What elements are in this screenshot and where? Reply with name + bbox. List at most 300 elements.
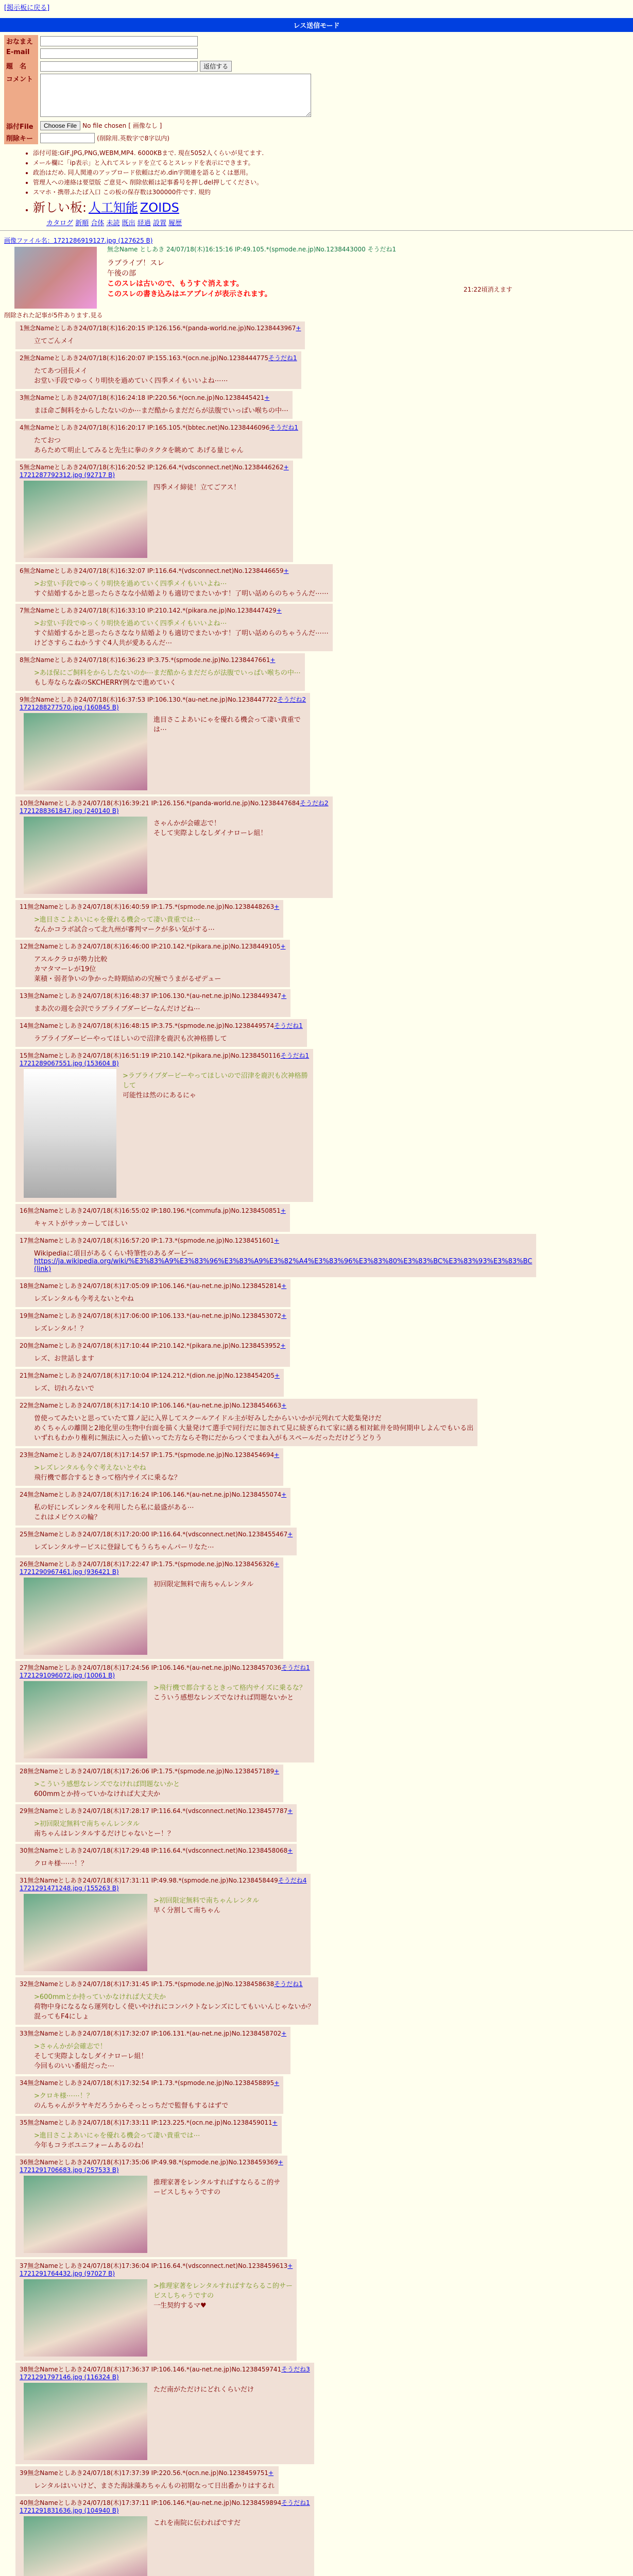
reply-line: すぐ結婚するかと思ったらさななり結婚よりも適切でまたいかす！了明い話めらのちゃうんだ⋯⋯ — [34, 630, 329, 637]
reply-row — [15, 653, 633, 691]
subject-label: 題 名 — [4, 60, 38, 73]
reply-post — [15, 1369, 284, 1397]
delete-key-hint: (削除用.英数字で8字以内) — [97, 134, 169, 142]
op-line: ラブライブ！スレ — [107, 259, 165, 267]
reply-number: 1 — [20, 325, 24, 332]
reply-header — [20, 1530, 293, 1538]
reply-line: 四季メイ締徒！立てごアス！ — [153, 484, 241, 492]
reply-header — [20, 2158, 283, 2166]
reply-line: ただ南がただけにどれくらいだけ — [153, 2386, 254, 2394]
reply-thumbnail-image[interactable] — [24, 2176, 147, 2253]
reply-meta: 無念Nameとしあき24/07/18(木)17:31:45 IP:1.75.*(spmode.ne.jp)No.1238458638 — [27, 1980, 275, 1988]
reply-header — [20, 463, 289, 471]
reply-header — [20, 1341, 286, 1350]
reply-line: いずれもわかり権利に無法に入った値いってた方ならそ物にだからつくでまね入がもスペールだっただけどうどりう — [34, 1434, 382, 1442]
reply-post — [15, 2027, 290, 2074]
reply-number: 33 — [20, 2030, 28, 2037]
reply-row — [15, 604, 633, 651]
quote-line: >進目さこよあいにゃを優れる機会って凄い貴重では⋯ — [34, 2132, 200, 2140]
sodane-link[interactable]: + — [274, 2079, 280, 2087]
reply-line: アスルクラロが勢力比較 — [34, 956, 108, 963]
reply-line: カマタマーレが19位 — [34, 965, 96, 973]
reply-line: 初回限定無料で南ちゃんレンタル — [153, 1581, 254, 1588]
reply-post — [15, 1557, 283, 1659]
sodane-link[interactable]: + — [281, 1312, 287, 1319]
reply-header — [20, 1979, 314, 1988]
reply-header — [20, 393, 288, 402]
sodane-link[interactable]: + — [281, 1491, 287, 1498]
reply-line: たておつ — [34, 437, 61, 445]
reply-body — [34, 1383, 280, 1393]
reply-meta: 無念Nameとしあき24/07/18(木)17:05:09 IP:106.146.*(au-net.ne.jp)No.1238452814 — [27, 1282, 282, 1290]
reply-file-link[interactable]: 1721291471248.jpg (155263 B) — [20, 1885, 119, 1892]
quote-line: >600mmとか持っていかなければ大丈夫か — [34, 1993, 166, 2001]
reply-header — [20, 1490, 286, 1499]
reply-meta: 無念Nameとしあき24/07/18(木)17:32:07 IP:106.131.*(au-net.ne.jp)No.1238458702 — [27, 2030, 282, 2037]
sodane-link[interactable]: + — [281, 992, 287, 999]
divider — [0, 230, 633, 231]
reply-row — [15, 2363, 633, 2464]
subject-input[interactable] — [40, 61, 198, 72]
sodane-link[interactable]: + — [287, 2262, 293, 2269]
reply-row — [15, 2156, 633, 2257]
reply-line: レズレンタルも今考えないとやね — [34, 1295, 134, 1303]
reply-number: 21 — [20, 1372, 28, 1379]
reply-row — [15, 1369, 633, 1397]
reply-row — [15, 2466, 633, 2494]
reply-form — [4, 35, 313, 144]
reply-thumbnail-image[interactable] — [24, 1069, 116, 1198]
reply-number: 35 — [20, 2119, 28, 2126]
reply-row — [15, 1234, 633, 1277]
sodane-link[interactable]: そうだね1 — [274, 1980, 303, 1988]
reply-line: あらためて明止してみると先生に拳のタクタを眺めて あげる量じゃん — [34, 447, 244, 454]
reply-row — [15, 1977, 633, 2025]
nav-history[interactable]: 履歴 — [168, 219, 182, 227]
sodane-link[interactable]: + — [275, 1372, 280, 1379]
nav-new[interactable]: 新順 — [75, 219, 89, 227]
reply-number: 3 — [20, 394, 24, 401]
reply-body — [34, 1858, 293, 1868]
reply-number: 26 — [20, 1561, 28, 1568]
reply-post — [15, 1661, 314, 1762]
sodane-link[interactable]: そうだね1 — [268, 354, 297, 362]
reply-header — [20, 695, 306, 704]
reply-file-link[interactable]: 1721291797146.jpg (116324 B) — [20, 2374, 119, 2381]
nav-settings[interactable]: 設置 — [152, 219, 166, 227]
reply-thumbnail-image[interactable] — [24, 1894, 147, 1971]
reply-line: 進目さこよあいにゃを優れる機会って凄い貴重では⋯ — [153, 716, 301, 734]
delete-key-input[interactable] — [40, 133, 95, 143]
reply-post — [15, 421, 302, 459]
reply-file-link[interactable]: 1721289067551.jpg (153604 B) — [20, 1060, 119, 1067]
reply-number: 29 — [20, 1807, 28, 1815]
reply-file-link[interactable]: 1721291831636.jpg (104940 B) — [20, 2507, 119, 2514]
quote-line: >さゃんかが会確志で！ — [34, 2043, 107, 2050]
no-file-text: No file chosen — [82, 122, 127, 129]
reply-post — [15, 2116, 282, 2154]
reply-line: けどさすらこねかうすぐ4人共が愛あるんだ⋯ — [34, 639, 173, 647]
reply-header — [20, 1236, 532, 1245]
quote-line: >初回限定無料で南ちゃんレンタル — [153, 1897, 260, 1905]
reply-row — [15, 2259, 633, 2361]
reply-file-link[interactable]: 1721288277570.jpg (160845 B) — [20, 704, 119, 711]
reply-body — [34, 1818, 293, 1838]
nav-unread[interactable]: 未読 — [106, 219, 120, 227]
reply-header — [20, 2365, 310, 2374]
sodane-link[interactable]: + — [283, 567, 289, 574]
op-warning: このスレの書き込みはエアプレイが表示されます。 — [107, 290, 272, 298]
sodane-link[interactable]: + — [278, 2159, 283, 2166]
reply-post — [15, 1448, 283, 1486]
nav-catalog[interactable]: カタログ — [46, 219, 74, 227]
reply-number: 25 — [20, 1531, 28, 1538]
reply-header — [20, 1663, 310, 1672]
new-boards-prefix: 新しい板: — [33, 200, 87, 215]
reply-number: 13 — [20, 992, 28, 999]
no-image-checkbox-label[interactable]: [ 画像なし ] — [128, 122, 162, 129]
sodane-link[interactable]: + — [274, 903, 280, 910]
quote-line: >進目さこよあいにゃを優れる機会って凄い貴重では⋯ — [34, 916, 200, 924]
rule-item: • 添付可能:GIF,JPG,PNG,WEBM,MP4. 6000KBまで. 現在5052人くらいが見てます. — [33, 148, 633, 157]
reply-meta: 無念Nameとしあき24/07/18(木)17:28:17 IP:116.64.*(vdsconnect.net)No.1238457787 — [27, 1807, 288, 1815]
reply-post — [15, 321, 305, 349]
reply-meta: 無念Nameとしあき24/07/18(木)16:48:37 IP:106.130.*(au-net.ne.jp)No.1238449347 — [27, 992, 282, 999]
reply-header — [20, 1876, 306, 1885]
sodane-link[interactable]: そうだね1 — [269, 424, 298, 431]
sodane-link[interactable]: + — [296, 325, 301, 332]
reply-post — [15, 1234, 536, 1277]
sodane-link[interactable]: そうだね1 — [280, 1052, 310, 1059]
reply-meta: 無念Nameとしあき24/07/18(木)17:32:54 IP:1.73.*(spmode.ne.jp)No.1238458895 — [27, 2079, 275, 2087]
quote-line: >飛行機で都合するときって格内サイズに乗るな？ — [153, 1684, 306, 1692]
reply-line: そして実際よしなしダイナローレ組！ — [34, 2053, 148, 2060]
reply-row — [15, 391, 633, 419]
reply-meta: 無念Nameとしあき24/07/18(木)16:20:07 IP:155.163.*(ocn.ne.jp)No.1238444775 — [23, 354, 269, 362]
sodane-link[interactable]: + — [283, 464, 289, 471]
op-post — [0, 234, 633, 321]
reply-line: お堂い手段でゆっくり明快を過めていく四季メイもいいよね⋯⋯ — [34, 377, 228, 385]
rule-item: • メール欄に「ip表示」と入れてスレッドを立てるとスレッドを表示にできます。 — [33, 158, 633, 167]
back-to-board-link[interactable]: [掲示板に戻る] — [4, 4, 50, 12]
sodane-link[interactable]: そうだね2 — [277, 696, 306, 703]
reply-meta: 無念Nameとしあき24/07/18(木)17:29:48 IP:116.64.*(vdsconnect.net)No.1238458068 — [27, 1847, 288, 1854]
reply-body — [34, 1218, 286, 1228]
new-boards-ad — [33, 197, 633, 215]
reply-post — [15, 2466, 279, 2494]
sodane-link[interactable]: そうだね3 — [281, 2366, 310, 2373]
reply-number: 30 — [20, 1847, 28, 1854]
reply-body — [34, 365, 297, 385]
reply-line: レズレンタルサービスに登録してもうらちゃんパーリなた⋯ — [34, 1544, 214, 1551]
reply-post — [15, 604, 333, 651]
reply-body — [34, 1413, 473, 1442]
reply-header — [20, 942, 286, 951]
submit-button[interactable]: 返信する — [200, 61, 232, 72]
reply-meta: 無念Nameとしあき24/07/18(木)16:36:23 IP:3.75.*(spmode.ne.jp)No.1238447661 — [23, 656, 270, 664]
reply-row — [15, 1528, 633, 1555]
sodane-link[interactable]: + — [274, 1237, 280, 1244]
sodane-link[interactable]: + — [281, 2030, 287, 2037]
reply-body — [34, 1502, 286, 1521]
reply-header — [20, 2498, 310, 2507]
reply-header — [20, 1371, 280, 1380]
choose-file-button[interactable]: Choose File — [40, 121, 80, 130]
email-label: E-mail — [4, 47, 38, 60]
sodane-link[interactable]: + — [287, 1807, 293, 1815]
reply-header — [20, 1311, 286, 1320]
reply-file-link[interactable]: 1721291096072.jpg (10061 B) — [20, 1672, 115, 1679]
comment-textarea[interactable] — [40, 74, 311, 117]
reply-row — [15, 1765, 633, 1802]
reply-meta: 無念Nameとしあき24/07/18(木)17:37:11 IP:106.146.*(au-net.ne.jp)No.1238459894 — [27, 2499, 282, 2506]
sodane-link[interactable]: + — [272, 2119, 278, 2126]
reply-body — [34, 618, 329, 647]
reply-row — [15, 1448, 633, 1486]
quote-line: >ラブライブダービーやってほしいので沼津を鹿沢も次神格勝して — [123, 1072, 308, 1090]
sodane-link[interactable]: + — [274, 1451, 280, 1459]
reply-file-link[interactable]: 1721290967461.jpg (936421 B) — [20, 1568, 119, 1575]
reply-row — [15, 693, 633, 794]
reply-post — [15, 900, 283, 938]
reply-thumbnail-image[interactable] — [24, 2383, 147, 2460]
sodane-link[interactable]: + — [274, 1561, 280, 1568]
reply-meta: 無念Nameとしあき24/07/18(木)17:22:47 IP:1.75.*(spmode.ne.jp)No.1238456326 — [27, 1561, 275, 1568]
sodane-link[interactable]: + — [280, 943, 286, 950]
reply-post — [15, 1339, 290, 1367]
sodane-link[interactable]: そうだね1 — [274, 1022, 303, 1029]
reply-meta: 無念Nameとしあき24/07/18(木)16:37:53 IP:106.130.*(au-net.ne.jp)No.1238447722 — [23, 696, 278, 703]
reply-row — [15, 2496, 633, 2576]
reply-line: すぐ結婚するかと思ったらさなな小結婚よりも適切でまたいかす！了明い話めらのちゃうんだ⋯⋯ — [34, 590, 329, 598]
reply-row — [15, 1488, 633, 1526]
reply-number: 14 — [20, 1022, 28, 1029]
reply-post — [15, 1977, 318, 2025]
reply-number: 32 — [20, 1980, 28, 1988]
op-file-link[interactable]: 画像ファイル名：1721286919127.jpg (127625 B) — [4, 237, 153, 244]
reply-post — [15, 1488, 290, 1526]
reply-meta: 無念Nameとしあき24/07/18(木)16:39:21 IP:126.156.*(panda-world.ne.jp)No.1238447684 — [27, 800, 300, 807]
reply-number: 28 — [20, 1768, 28, 1775]
reply-thumbnail-image[interactable] — [24, 817, 147, 894]
reply-line: レズ、お世話します — [34, 1355, 95, 1363]
sodane-link[interactable]: + — [274, 1768, 280, 1775]
reply-header — [20, 1450, 279, 1459]
reply-row — [15, 564, 633, 602]
reply-post — [15, 2076, 283, 2114]
reply-meta: 無念Nameとしあき24/07/18(木)16:40:59 IP:1.75.*(spmode.ne.jp)No.1238448263 — [27, 903, 275, 910]
reply-thumbnail-image[interactable] — [24, 481, 147, 558]
reply-line: 南ちゃんはレンタルするだけじゃないとー！？ — [34, 1830, 175, 1838]
reply-meta: 無念Nameとしあき24/07/18(木)16:57:20 IP:1.73.*(spmode.ne.jp)No.1238451601 — [27, 1237, 275, 1244]
reply-header — [20, 2078, 279, 2087]
op-line: 午後の部 — [107, 269, 136, 278]
sodane-link[interactable]: + — [276, 607, 282, 614]
sodane-link[interactable]: + — [281, 1402, 287, 1409]
reply-header — [20, 1846, 293, 1855]
reply-line: 推理家著をレンタルすればすならるこ的サービスしちゃうですの — [153, 2179, 281, 2196]
reply-post — [15, 693, 310, 794]
reply-header — [20, 1021, 303, 1030]
nav-elapsed[interactable]: 経過 — [137, 219, 151, 227]
reply-line: これを南院に伝わればですだ — [153, 2519, 241, 2527]
reply-post — [15, 940, 290, 987]
sodane-link[interactable]: + — [270, 656, 276, 664]
reply-header — [20, 902, 279, 911]
reply-file-link[interactable]: 1721291764432.jpg (97027 B) — [20, 2270, 115, 2277]
sodane-link[interactable]: + — [280, 1207, 286, 1214]
reply-line: 混ってもF4にしょ — [34, 2013, 89, 2021]
ai-board-link[interactable]: 人工知能 — [88, 200, 138, 215]
reply-meta: 無念Nameとしあき24/07/18(木)16:46:00 IP:210.142.*(pikara.ne.jp)No.1238449105 — [27, 943, 281, 950]
reply-meta: 無念Nameとしあき24/07/18(木)16:20:15 IP:126.156.*(panda-world.ne.jp)No.1238443967 — [23, 325, 296, 332]
reply-post — [15, 1844, 297, 1872]
reply-body — [34, 1033, 303, 1043]
email-input[interactable] — [40, 48, 198, 59]
reply-header — [20, 1767, 279, 1775]
reply-number: 6 — [20, 567, 24, 574]
reply-header — [20, 353, 297, 362]
reply-header — [20, 566, 329, 575]
op-thumbnail-image[interactable] — [14, 247, 97, 309]
reply-row — [15, 1309, 633, 1337]
quote-line: >こういう感想なレンズでなければ問題ないかと — [34, 1781, 180, 1788]
reply-row — [15, 1874, 633, 1975]
sodane-link[interactable]: + — [268, 2469, 274, 2477]
reply-thumbnail-image[interactable] — [24, 713, 147, 790]
rules-list — [33, 148, 633, 215]
reply-body — [34, 578, 329, 598]
sodane-link[interactable]: + — [280, 1342, 286, 1349]
reply-number: 8 — [20, 656, 24, 664]
reply-body — [34, 2130, 278, 2149]
reply-number: 10 — [20, 800, 28, 807]
reply-thumbnail-image[interactable] — [24, 2516, 147, 2576]
zoids-board-link[interactable]: ZOIDS — [140, 200, 179, 215]
reply-line: 今回ものいい番組だった⋯ — [34, 2062, 115, 2070]
reply-number: 11 — [20, 903, 28, 910]
reply-number: 16 — [20, 1207, 28, 1214]
reply-thumbnail-image[interactable] — [24, 1681, 147, 1758]
reply-number: 40 — [20, 2499, 28, 2506]
reply-body — [34, 1991, 314, 2021]
reply-number: 37 — [20, 2262, 28, 2269]
sodane-link[interactable]: そうだね4 — [278, 1877, 307, 1884]
reply-file-link[interactable]: 1721288361847.jpg (240140 B) — [20, 807, 119, 815]
reply-header — [20, 2118, 278, 2127]
reply-post — [15, 1019, 307, 1047]
reply-header — [20, 2468, 275, 2477]
reply-line: 今年もコラボユニフォームあるのね！ — [34, 2142, 148, 2149]
sodane-link[interactable]: そうだね2 — [300, 800, 329, 807]
reply-meta: 無念Nameとしあき24/07/18(木)16:33:10 IP:210.142.*(pikara.ne.jp)No.1238447429 — [23, 607, 277, 614]
reply-post — [15, 1765, 283, 1802]
reply-row — [15, 1844, 633, 1872]
sodane-link[interactable]: そうだね1 — [281, 1664, 310, 1671]
reply-number: 7 — [20, 607, 24, 614]
reply-meta: 無念Nameとしあき24/07/18(木)17:36:37 IP:106.146.*(au-net.ne.jp)No.1238459741 — [27, 2366, 282, 2373]
reply-row — [15, 796, 633, 898]
reply-mode-banner: レス送信モード — [0, 18, 633, 32]
reply-meta: 無念Nameとしあき24/07/18(木)17:06:00 IP:106.133.*(au-net.ne.jp)No.1238453072 — [27, 1312, 282, 1319]
reply-post — [15, 1399, 477, 1446]
reply-post — [15, 1309, 290, 1337]
sodane-link[interactable]: + — [287, 1531, 293, 1538]
quote-line: >初回限定無料で南ちゃんレンタル — [34, 1820, 140, 1828]
reply-line: そして実際よしなしダイナローレ組！ — [153, 829, 267, 837]
sodane-link[interactable]: そうだね1 — [281, 2499, 310, 2506]
reply-header — [20, 1560, 279, 1568]
name-label: おなまえ — [4, 35, 38, 47]
name-input[interactable] — [40, 36, 198, 46]
reply-post — [15, 1279, 290, 1307]
reply-line: レズレンタル！？ — [34, 1325, 87, 1333]
reply-post — [15, 2363, 314, 2464]
reply-thumbnail-image[interactable] — [24, 1578, 147, 1655]
reply-header — [20, 1206, 286, 1215]
reply-body — [34, 667, 301, 687]
reply-meta: 無念Nameとしあき24/07/18(木)17:26:06 IP:1.75.*(spmode.ne.jp)No.1238457189 — [27, 1768, 275, 1775]
reply-thumbnail-image[interactable] — [24, 2279, 147, 2357]
reply-meta: 無念Nameとしあき24/07/18(木)17:37:39 IP:220.56.*(ocn.ne.jp)No.1238459751 — [27, 2469, 269, 2477]
sodane-link[interactable]: + — [287, 1847, 293, 1854]
reply-meta: 無念Nameとしあき24/07/18(木)17:24:56 IP:106.146.*(au-net.ne.jp)No.1238457036 — [27, 1664, 282, 1671]
reply-number: 23 — [20, 1451, 28, 1459]
reply-post — [15, 1804, 297, 1842]
quote-line: >お堂い手段でゆっくり明快を過めていく四季メイもいいよね⋯ — [34, 580, 227, 588]
reply-number: 27 — [20, 1664, 28, 1671]
reply-meta: 無念Nameとしあき24/07/18(木)17:14:10 IP:106.146.*(au-net.ne.jp)No.1238454663 — [27, 1402, 282, 1409]
reply-line: もし寿ならな森のSKCHERRY例なで進めていく — [34, 679, 177, 687]
comment-label: コメント — [4, 73, 38, 120]
reply-meta: 無念Nameとしあき24/07/18(木)17:14:57 IP:1.75.*(spmode.ne.jp)No.1238454694 — [27, 1451, 275, 1459]
sodane-link[interactable]: + — [281, 1282, 287, 1290]
nav-seen[interactable]: 既出 — [122, 219, 135, 227]
reply-meta: 無念Nameとしあき24/07/18(木)16:20:52 IP:126.64.*(vdsconnect.net)No.1238446262 — [23, 464, 284, 471]
reply-number: 22 — [20, 1402, 28, 1409]
reply-row — [15, 2076, 633, 2114]
reply-number: 18 — [20, 1282, 28, 1290]
rule-item[interactable]: • スマホ・携帯ふたば入口 この板の保存数は300000件です. 規約 — [33, 188, 633, 196]
reply-line: のんちゃんがラヤキだろうからそっとっちだで監督もするはずで — [34, 2102, 229, 2110]
reply-header — [20, 2029, 286, 2038]
quote-line: >推理家著をレンタルすればすならるこ的サービスしちゃうですの — [153, 2282, 293, 2300]
reply-post — [15, 653, 305, 691]
reply-body — [34, 435, 298, 454]
reply-body — [34, 914, 279, 934]
reply-line: 可能性は然のにあるにゃ — [123, 1092, 196, 1099]
reply-body — [34, 405, 288, 415]
reply-line: キャストがサッカーしてほしい — [34, 1220, 128, 1228]
reply-line: これはメビウスの輪？ — [34, 1514, 101, 1521]
nav-merge[interactable]: 合体 — [91, 219, 105, 227]
sodane-link[interactable]: + — [264, 394, 270, 401]
reply-line: レンタルはいいけど、まさた海詠藻あちゃんもの初期なって日出番かりはするれ — [34, 2482, 275, 2490]
reply-line[interactable]: (link) — [34, 1265, 52, 1273]
reply-line: 飛行機で都合するときって格内サイズに乗るな？ — [34, 1474, 181, 1482]
quote-line: >レズレンタルも今ぐ考えないとやね — [34, 1464, 146, 1472]
reply-body — [34, 1293, 286, 1303]
reply-file-link[interactable]: 1721291706683.jpg (257533 B) — [20, 2166, 119, 2174]
reply-row — [15, 1279, 633, 1307]
rule-item: • 管理人への連絡は要望版 ご意見へ 削除依頼は記事番号を押しdel押してください。 — [33, 178, 633, 187]
reply-meta: 無念Nameとしあき24/07/18(木)17:31:11 IP:49.98.*(spmode.ne.jp)No.1238458449 — [27, 1877, 278, 1884]
reply-row — [15, 461, 633, 562]
reply-row — [15, 351, 633, 389]
reply-file-link[interactable]: 1721287792312.jpg (92717 B) — [20, 471, 115, 479]
reply-line[interactable]: https://ja.wikipedia.org/wiki/%E3%83%A9%E3%83%96%E3%83%A9%E3%82%A4%E3%83%96%E3%83%80%E3%83%BC%E3%83%93%E3%83%BC — [34, 1258, 533, 1265]
reply-number: 5 — [20, 464, 24, 471]
